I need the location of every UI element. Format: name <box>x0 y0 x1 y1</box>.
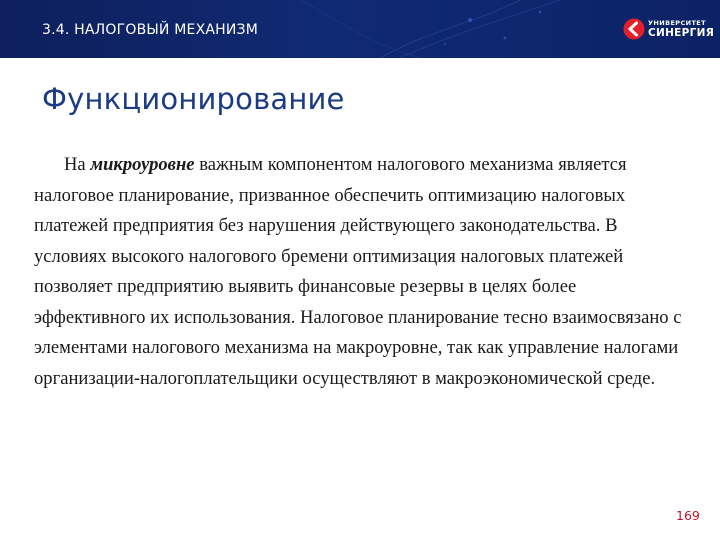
body-emphasis: микроуровне <box>90 154 195 175</box>
body-text: важным компонентом налогового механизма является налоговое планирование, призванное обеспечить оптимизацию налоговых платежей предприятия без нарушения действующего законодательства. В условиях высокого налогового бремени оптимизация налоговых платежей позволяет предприятию выявить финансовые резервы в целях более эффективного их использования. Налоговое планирование тесно взаимосвязано с элементами налогового механизма на макроуровне, так как управление налогами организации-налогоплательщики осуществляют в макроэкономической среде. <box>34 154 682 389</box>
logo-line-1: УНИВЕРСИТЕТ <box>648 19 706 27</box>
body-prefix: На <box>64 154 91 175</box>
header-bar <box>0 0 720 58</box>
slide-title: Функционирование <box>42 82 345 116</box>
logo-line-2: СИНЕРГИЯ <box>648 27 715 39</box>
synergy-logo-icon <box>623 18 645 40</box>
body-paragraph <box>34 150 684 394</box>
university-logo <box>623 16 713 44</box>
section-title: 3.4. НАЛОГОВЫЙ МЕХАНИЗМ <box>42 22 259 38</box>
page-number: 169 <box>676 508 700 523</box>
